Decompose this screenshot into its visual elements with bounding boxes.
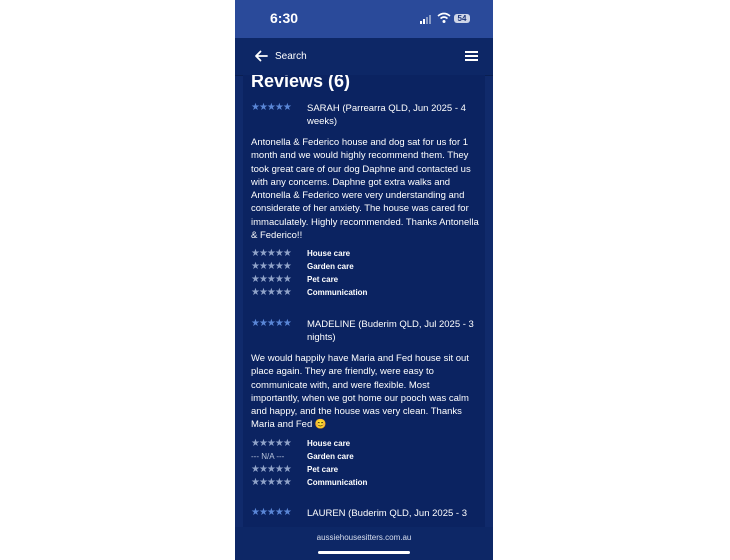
reviewer-name: SARAH (Parrearra QLD, Jun 2025 - 4 weeks) <box>307 103 466 127</box>
phone-screen <box>235 0 493 560</box>
reviewer-name: LAUREN (Buderim QLD, Jun 2025 - 3 <box>307 508 467 519</box>
rating-label: House care <box>307 249 351 259</box>
rating-label: Pet care <box>307 275 339 285</box>
back-button-label[interactable]: Search <box>275 51 307 62</box>
rating-stars: ★★★★★ <box>251 437 291 449</box>
rating-label: House care <box>307 438 351 448</box>
rating-row <box>251 261 479 274</box>
review-item <box>251 102 479 300</box>
rating-row <box>251 248 479 261</box>
rating-not-applicable: --- N/A --- <box>251 451 285 461</box>
rating-breakdown <box>251 438 479 490</box>
wifi-icon <box>437 12 451 24</box>
rating-stars: ★★★★★ <box>251 476 291 488</box>
review-item <box>251 507 479 527</box>
rating-row <box>251 477 479 490</box>
battery-icon: 54 <box>454 14 470 23</box>
rating-stars: ★★★★★ <box>251 261 291 273</box>
back-arrow-icon[interactable] <box>253 48 269 64</box>
review-text: We would happily have Maria and Fed house sit out place again. They are friendly, were easy to communicate with, and were flexible. Most importantly, when we got home our pooch was calm and happy, and the house was very clean. Thanks Maria and Fed 😊 <box>251 353 469 431</box>
reviews-heading: Reviews (6) <box>251 75 351 91</box>
browser-bottom-bar <box>235 527 493 560</box>
rating-row <box>251 451 479 464</box>
rating-label: Garden care <box>307 451 354 461</box>
hamburger-menu-icon[interactable] <box>465 51 478 61</box>
url-label[interactable]: aussiehousesitters.com.au <box>316 533 412 542</box>
rating-label: Communication <box>307 288 368 298</box>
cellular-signal-icon <box>420 14 434 24</box>
rating-row <box>251 287 479 300</box>
rating-row <box>251 464 479 477</box>
review-text: Antonella & Federico house and dog sat for us for 1 month and we would highly recommend them. They took great care of our dog Daphne and contacted us with any concerns. Daphne got extra walks and Antonella & Federico were very understanding and considerate of her anxiety. The house was cared for immaculately. Highly recommended. Thanks Antonella & Federico!! <box>251 137 479 242</box>
rating-stars: ★★★★★ <box>251 287 291 299</box>
status-time: 6:30 <box>270 10 299 26</box>
top-navbar <box>235 38 493 76</box>
rating-label: Pet care <box>307 464 339 474</box>
review-stars: ★★★★★ <box>251 507 291 518</box>
reviews-section <box>243 75 485 527</box>
rating-label: Communication <box>307 477 368 487</box>
rating-stars: ★★★★★ <box>251 248 291 260</box>
review-stars: ★★★★★ <box>251 102 291 113</box>
status-bar <box>235 0 493 38</box>
home-indicator[interactable] <box>318 551 410 554</box>
review-stars: ★★★★★ <box>251 318 291 329</box>
rating-row <box>251 274 479 287</box>
rating-label: Garden care <box>307 262 354 272</box>
review-item <box>251 318 479 490</box>
rating-breakdown <box>251 248 479 300</box>
rating-stars: ★★★★★ <box>251 463 291 475</box>
rating-stars: ★★★★★ <box>251 274 291 286</box>
rating-row <box>251 438 479 451</box>
reviewer-name: MADELINE (Buderim QLD, Jul 2025 - 3 nights) <box>307 319 474 343</box>
